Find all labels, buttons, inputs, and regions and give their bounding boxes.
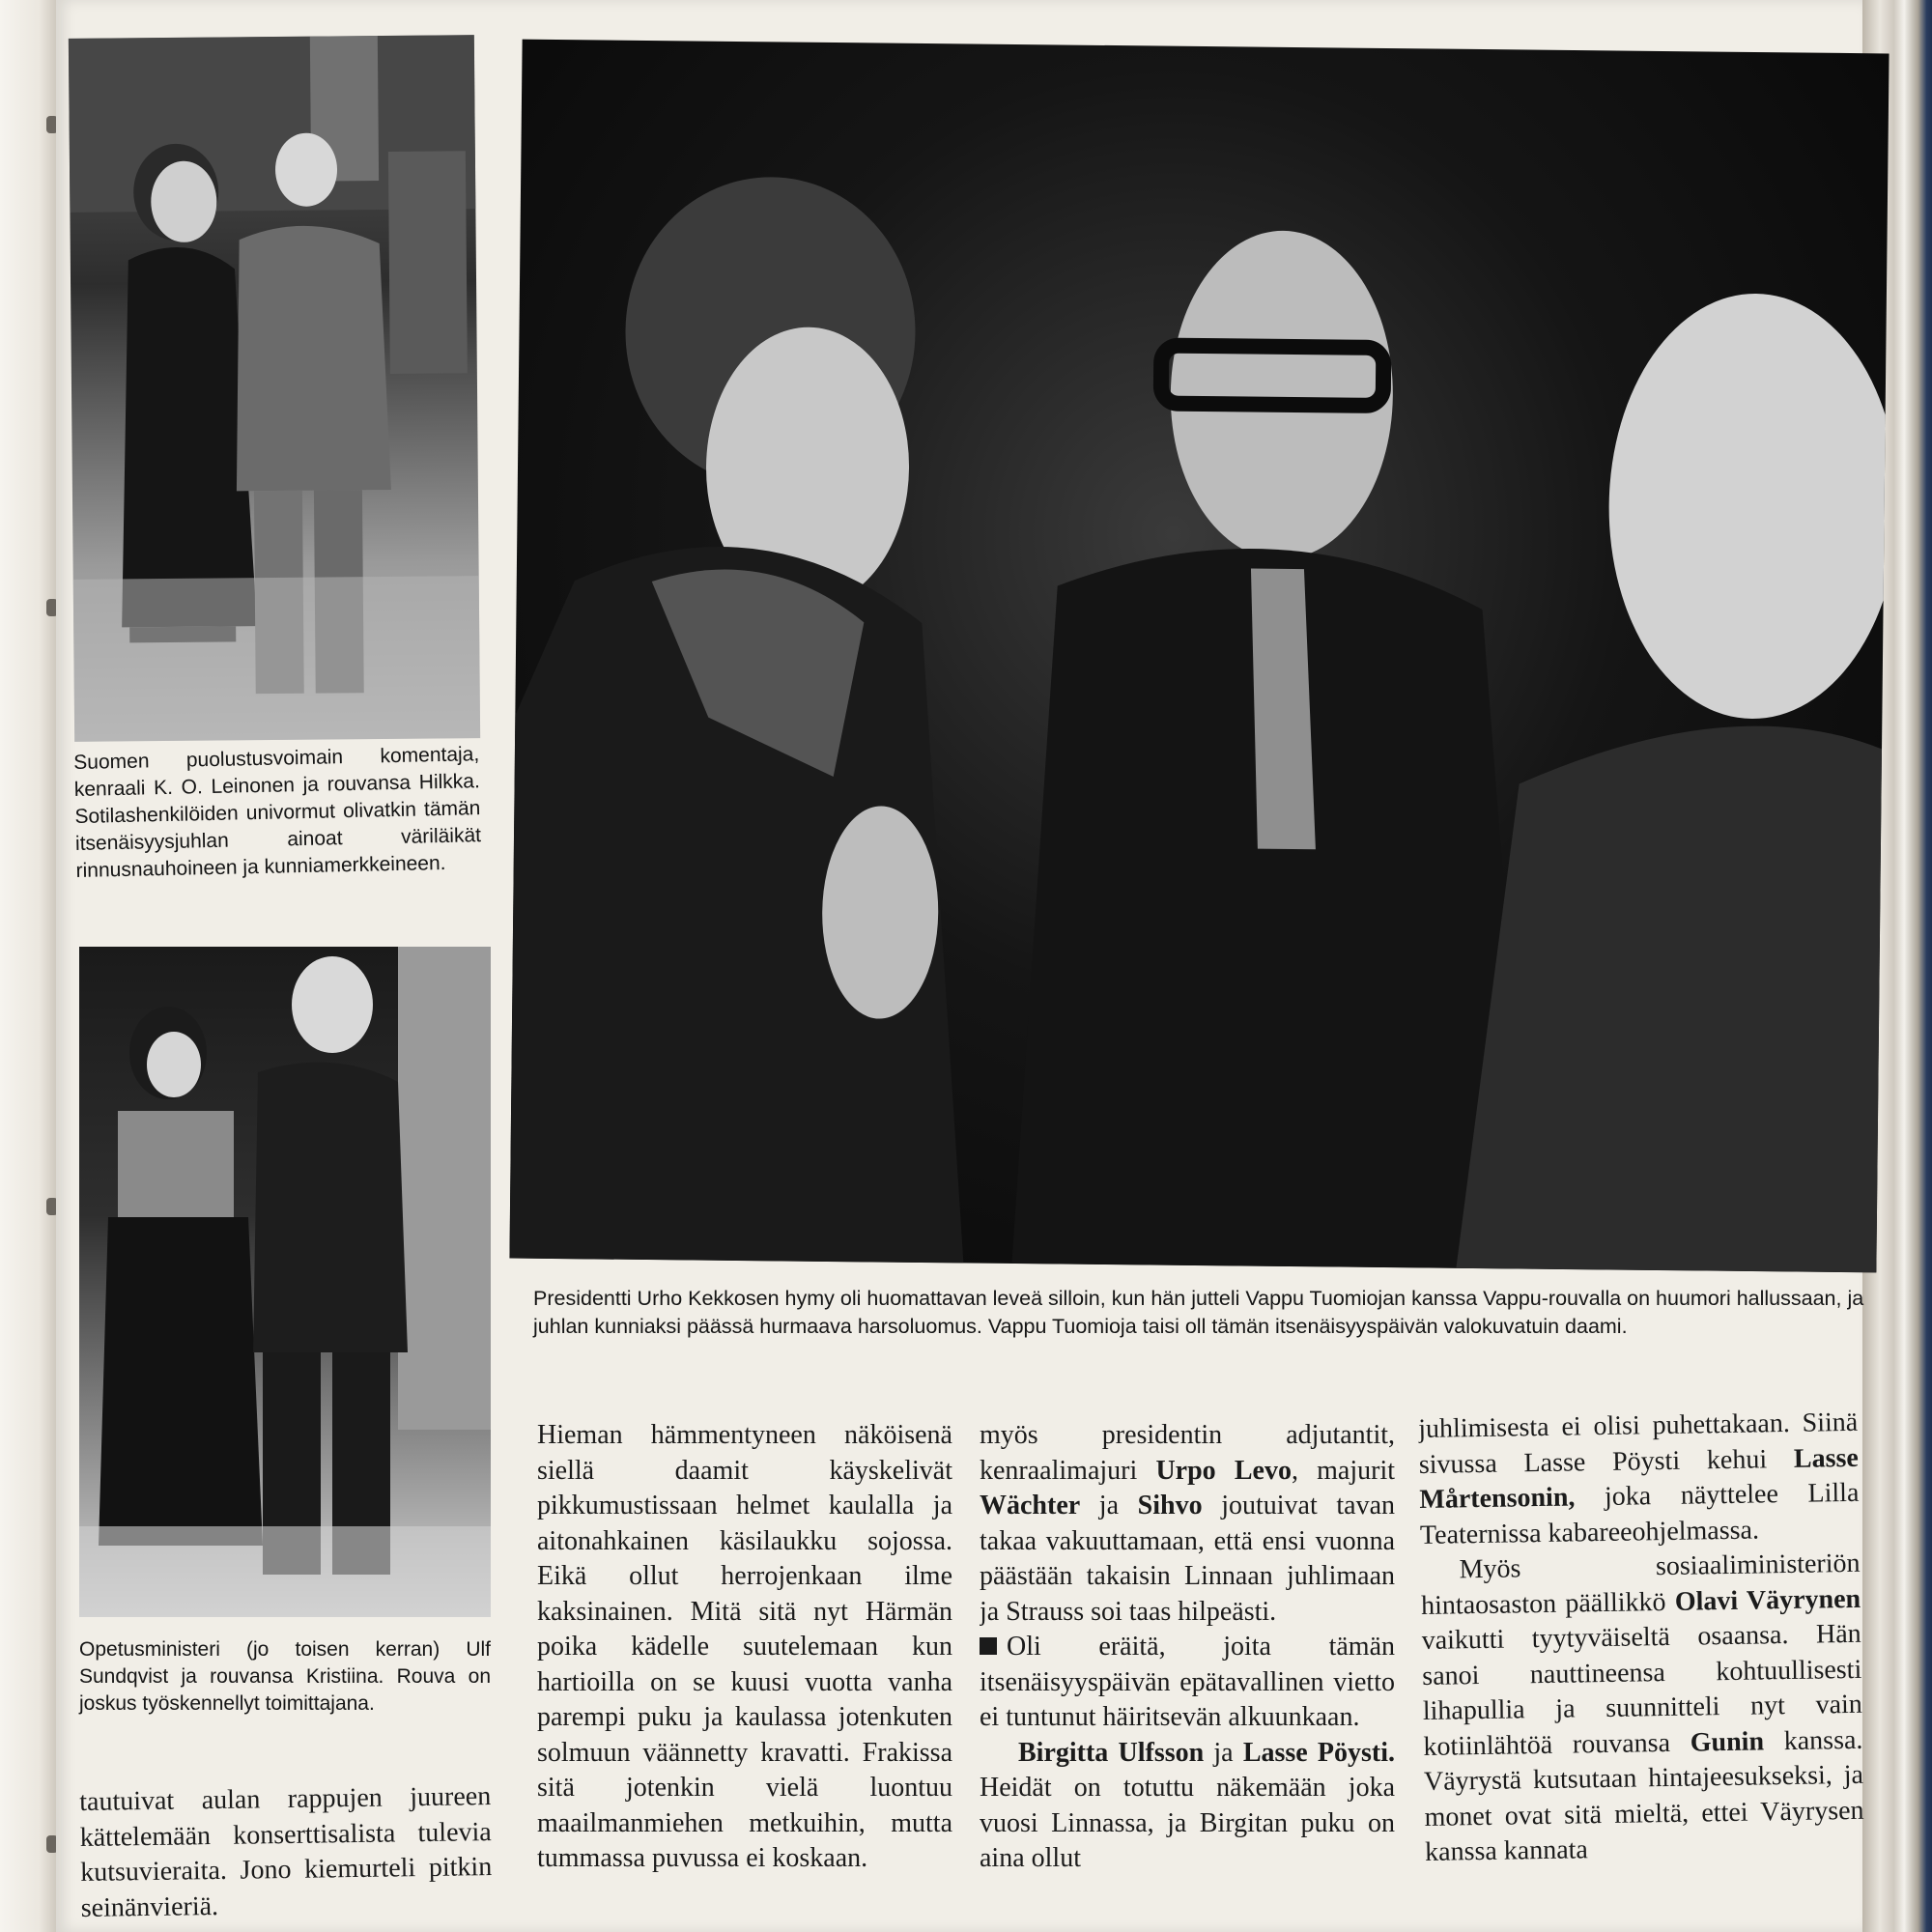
photo-sundqvist-and-wife-figure	[79, 947, 491, 1617]
article-paragraph: Birgitta Ulfsson ja Lasse Pöysti. Heidät on totuttu näkemään joka vuosi Linnassa, ja Birgitan puku on aina ollut	[980, 1737, 1395, 1873]
article-paragraph: tautuivat aulan rappujen juureen kättelemään konserttisalista tulevia kutsuvieraita. Jono kiemurteli pitkin seinänvieriä.	[79, 1781, 493, 1923]
article-column-3	[980, 1418, 1395, 1932]
article-paragraph: Oli eräitä, joita tämän itsenäisyyspäivän epätavallinen vietto ei tuntunut häiritsevän alkuunkaan.	[980, 1632, 1395, 1732]
person-name: Lasse Pöysti.	[1242, 1737, 1395, 1768]
photo-kekkonen-and-tuomioja-figure	[509, 40, 1889, 1273]
person-name: Urpo Levo	[1155, 1455, 1292, 1486]
person-name: Gunin	[1690, 1725, 1765, 1758]
person-name: Olavi Väyrynen	[1674, 1583, 1861, 1617]
article-column-4	[1418, 1406, 1865, 1926]
article-paragraph: Hieman hämmentyneen näköisenä siellä daamit käyskelivät pikkumustissaan helmet kaulalla ja aitonahkainen käsilaukku sojossa. Eikä ollut herrojenkaan ilme kaksinainen. Mitä sitä nyt Härmän poika kädelle suutelemaan kun hartioilla on se kuusi vuotta vanha parempi puku ja kaulassa jotenkuten solmuun väännetty kravatti. Frakissa sitä jotenkin vielä luontuu maailmanmiehen metkuihin, mutta tummassa puvussa ei koskaan.	[537, 1420, 952, 1873]
caption-sundqvist: Opetusministeri (jo toisen kerran) Ulf Sundqvist ja rouvansa Kristiina. Rouva on joskus työskennellyt toimittajana.	[79, 1638, 491, 1715]
photo-general-and-wife-figure	[69, 35, 480, 742]
page-edge-left	[0, 0, 56, 1932]
person-name: Wächter	[980, 1491, 1081, 1520]
person-name: Sihvo	[1137, 1491, 1203, 1520]
article-column-2	[537, 1418, 952, 1932]
photo-general-and-wife	[69, 35, 480, 742]
article-paragraph: Myös sosiaaliministeriön hintaosaston päällikkö Olavi Väyrynen vaikutti tyytyväiseltä osaansa. Hän sanoi nauttineensa kohtuullisesti lihapullia ja suunnitteli nyt vain kotiinlähtöä rouvansa Gunin kanssa. Väyrystä kutsutaan hintajeesukseksi, ja monet ovat sitä mieltä, ettei Väyrysen kanssa kannata	[1420, 1548, 1864, 1867]
photo-kekkonen-and-tuomioja	[509, 40, 1889, 1273]
article-column-1	[79, 1779, 493, 1932]
caption-kekkonen: Presidentti Urho Kekkosen hymy oli huomattavan leveä silloin, kun hän jutteli Vappu Tuomiojan kanssa Vappu-rouvalla on huumori hallussaan, ja juhlan kunniaksi päässä hurmaava harsoluomus. Vappu Tuomioja taisi oll tämän itsenäisyyspäivän valokuvatuin daami.	[533, 1287, 1864, 1338]
photo-sundqvist-and-wife	[79, 947, 491, 1617]
article-paragraph: juhlimisesta ei olisi puhettakaan. Siinä sivussa Lasse Pöysti kehui Lasse Mårtensonin, joka näyttelee Lilla Teaternissa kabareeohjelmassa.	[1418, 1406, 1860, 1550]
person-name: Lasse Mårtensonin,	[1419, 1442, 1860, 1515]
caption-general-leinonen: Suomen puolustusvoimain komentaja, kenraali K. O. Leinonen ja rouvansa Hilkka. Sotilashenkilöiden univormut olivatkin tämän itsenäisyysjuhlan ainoat väriläikät rinnusnauhoineen ja kunniamerkkeineen.	[73, 743, 482, 882]
person-name: Birgitta Ulfsson	[1018, 1737, 1205, 1768]
article-paragraph: myös presidentin adjutantit, kenraalimajuri Urpo Levo, majurit Wächter ja Sihvo joutuivat tavan takaa vakuuttamaan, että ensi vuonna päästään takaisin Linnaan juhlimaan ja Strauss soi taas hilpeästi.	[980, 1420, 1395, 1627]
section-marker-icon	[980, 1637, 997, 1655]
